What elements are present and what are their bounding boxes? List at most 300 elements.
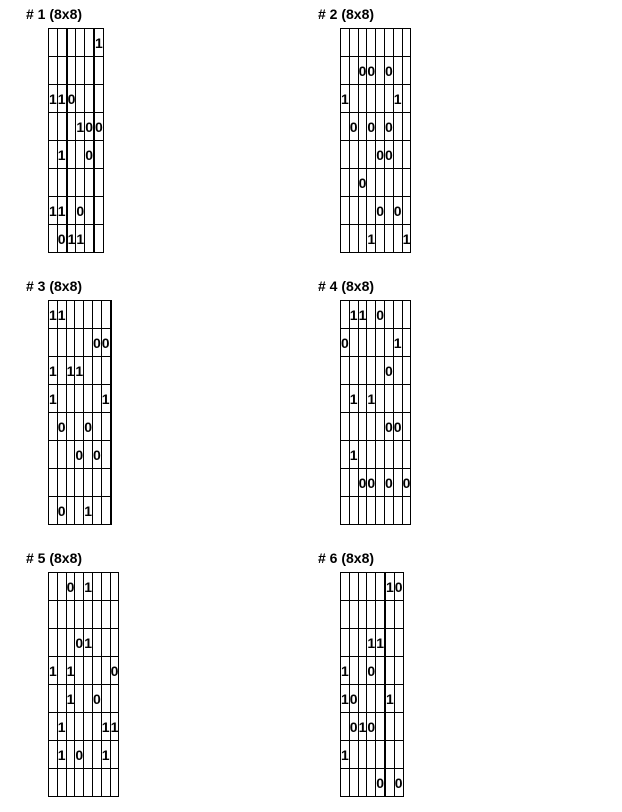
grid-cell [402,85,411,113]
grid-cell [349,413,358,441]
grid-row [341,329,411,357]
grid-cell: 1 [66,657,75,685]
grid-row [49,385,112,413]
grid-cell [57,329,66,357]
grid-cell [341,385,350,413]
grid-row [341,713,404,741]
grid-cell [101,629,110,657]
grid-cell [393,497,402,525]
grid-cell: 1 [367,385,376,413]
grid-cell [402,57,411,85]
grid-cell [49,413,58,441]
grid-cell [358,769,367,797]
grid-cell: 0 [57,497,66,525]
grid-cell [101,769,110,797]
grid-row [341,769,404,797]
grid-cell [394,629,403,657]
grid-cell [341,601,350,629]
grid-cell: 0 [393,413,402,441]
grid-row [49,601,119,629]
grid-cell: 0 [358,57,367,85]
grid-cell [349,769,358,797]
grid-cell: 1 [376,629,385,657]
grid-cell [67,57,76,85]
grid-cell: 1 [402,225,411,253]
grid-cell [393,113,402,141]
puzzle-grid [340,572,404,797]
grid-cell: 0 [384,113,393,141]
grid-cell: 0 [92,441,101,469]
grid-cell [85,197,94,225]
grid-cell [49,713,58,741]
grid-cell: 0 [349,685,358,713]
grid-cell [358,197,367,225]
grid-cell [349,469,358,497]
grid-row [341,413,411,441]
grid-cell: 0 [384,413,393,441]
puzzle-grid [48,300,112,525]
grid-cell [341,169,350,197]
grid-row [49,113,104,141]
grid-cell [110,741,119,769]
grid-row [341,57,411,85]
grid-row [49,225,104,253]
grid-cell [76,169,85,197]
grid-cell [341,769,350,797]
grid-cell [92,741,101,769]
grid-cell [75,301,84,329]
grid-cell [341,413,350,441]
grid-cell [402,141,411,169]
grid-row [49,657,119,685]
grid-cell [110,469,111,497]
grid-cell [101,469,110,497]
grid-cell [349,497,358,525]
grid-cell [110,685,119,713]
grid-cell [367,413,376,441]
grid-cell [110,441,111,469]
grid-cell [92,357,101,385]
grid-cell [385,657,394,685]
grid-cell [341,469,350,497]
grid-cell [49,113,58,141]
grid-cell [394,685,403,713]
grid-cell [84,657,93,685]
puzzle-grid [340,300,411,525]
grid-row [49,413,112,441]
grid-cell [101,497,110,525]
grid-cell [75,469,84,497]
grid-cell [75,329,84,357]
grid-cell [367,741,376,769]
grid-cell: 1 [101,385,110,413]
grid-cell [376,573,385,601]
grid-cell [349,657,358,685]
grid-cell [376,357,385,385]
grid-cell [49,497,58,525]
grid-cell [349,57,358,85]
grid-row [49,469,112,497]
grid-cell [66,385,75,413]
grid-cell [66,741,75,769]
grid-cell [341,573,350,601]
grid-cell [358,497,367,525]
puzzle-grid [340,28,411,253]
grid-cell [358,29,367,57]
grid-row [49,141,104,169]
grid-cell [84,713,93,741]
grid-cell [92,769,101,797]
grid-row [49,769,119,797]
grid-cell: 1 [101,713,110,741]
grid-cell [393,469,402,497]
grid-cell [376,113,385,141]
grid-cell [75,601,84,629]
grid-cell [76,29,85,57]
puzzle-title: # 6 (8x8) [318,550,375,566]
grid-row [49,29,104,57]
grid-row [49,573,119,601]
grid-cell: 1 [110,713,119,741]
grid-cell [49,141,58,169]
grid-row [341,385,411,413]
grid-cell: 1 [393,85,402,113]
grid-cell [66,713,75,741]
grid-cell [341,357,350,385]
grid-cell [101,301,110,329]
grid-cell [84,741,93,769]
grid-cell [358,685,367,713]
grid-cell [367,329,376,357]
grid-cell [57,657,66,685]
grid-cell [349,629,358,657]
grid-cell [349,573,358,601]
grid-cell [66,441,75,469]
grid-cell: 1 [341,657,350,685]
grid-cell [76,57,85,85]
grid-cell [75,685,84,713]
grid-cell: 1 [84,497,93,525]
grid-row [341,301,411,329]
grid-cell [341,497,350,525]
grid-cell [75,497,84,525]
grid-cell [384,169,393,197]
grid-cell: 0 [66,573,75,601]
grid-cell: 0 [394,769,403,797]
grid-cell [393,301,402,329]
grid-cell: 1 [349,441,358,469]
grid-cell [341,113,350,141]
grid-cell [376,225,385,253]
grid-cell: 1 [349,385,358,413]
grid-cell: 0 [376,141,385,169]
grid-cell: 1 [94,29,103,57]
puzzle-title: # 4 (8x8) [318,278,375,294]
grid-cell: 1 [66,357,75,385]
grid-cell: 1 [49,657,58,685]
grid-cell [67,29,76,57]
grid-cell [402,385,411,413]
grid-cell [92,301,101,329]
grid-cell [394,601,403,629]
grid-cell [349,29,358,57]
grid-cell [92,573,101,601]
grid-cell [49,573,58,601]
grid-cell [57,29,66,57]
grid-cell: 0 [75,441,84,469]
grid-cell [394,713,403,741]
grid-cell [67,141,76,169]
grid-row [341,113,411,141]
grid-cell [385,629,394,657]
grid-row [49,629,119,657]
grid-row [341,497,411,525]
grid-row [49,713,119,741]
grid-cell [376,657,385,685]
grid-cell [75,413,84,441]
grid-cell [358,141,367,169]
puzzle-grid [48,28,104,253]
grid-cell [66,469,75,497]
grid-cell: 0 [67,85,76,113]
grid-cell: 1 [341,85,350,113]
grid-cell: 0 [85,113,94,141]
grid-cell [367,169,376,197]
grid-cell: 0 [75,629,84,657]
grid-cell [94,57,103,85]
grid-cell [94,169,103,197]
grid-cell [367,301,376,329]
grid-cell [394,657,403,685]
grid-cell [110,301,111,329]
grid-cell: 1 [101,741,110,769]
grid-cell [402,413,411,441]
grid-row [49,441,112,469]
grid-cell: 0 [349,113,358,141]
grid-row [341,657,404,685]
grid-row [49,497,112,525]
grid-cell [367,357,376,385]
grid-cell: 1 [67,225,76,253]
grid-cell [358,441,367,469]
grid-cell [94,141,103,169]
grid-cell: 0 [75,741,84,769]
grid-cell [402,497,411,525]
grid-cell [110,413,111,441]
grid-cell: 1 [358,301,367,329]
grid-row [341,601,404,629]
grid-cell [367,141,376,169]
grid-cell [49,741,58,769]
grid-cell: 0 [393,197,402,225]
grid-cell [66,329,75,357]
grid-cell: 1 [49,197,58,225]
grid-cell [385,741,394,769]
grid-cell [84,357,93,385]
grid-cell [341,29,350,57]
grid-cell [376,713,385,741]
grid-cell [376,413,385,441]
grid-cell [376,169,385,197]
grid-cell [341,441,350,469]
grid-cell [92,601,101,629]
grid-cell [376,85,385,113]
grid-cell [367,685,376,713]
grid-row [49,57,104,85]
grid-cell [341,141,350,169]
grid-cell [384,29,393,57]
grid-cell: 1 [341,685,350,713]
grid-cell [341,57,350,85]
grid-cell [101,685,110,713]
grid-cell [349,601,358,629]
grid-cell [367,197,376,225]
grid-cell [84,685,93,713]
grid-cell: 0 [57,225,66,253]
grid-cell: 0 [367,713,376,741]
grid-cell [49,169,58,197]
grid-cell [402,169,411,197]
grid-cell [376,601,385,629]
grid-cell: 1 [393,329,402,357]
grid-row [341,169,411,197]
grid-cell: 1 [75,357,84,385]
grid-cell [110,573,119,601]
grid-cell: 0 [376,197,385,225]
grid-cell [49,469,58,497]
grid-row [49,357,112,385]
grid-row [49,85,104,113]
grid-cell [49,685,58,713]
grid-row [341,685,404,713]
grid-cell [57,629,66,657]
grid-cell [393,225,402,253]
grid-cell [385,601,394,629]
grid-cell: 0 [384,469,393,497]
grid-cell [358,225,367,253]
grid-cell [349,225,358,253]
grid-row [49,685,119,713]
grid-cell: 1 [57,741,66,769]
grid-cell [384,329,393,357]
grid-cell [57,113,66,141]
grid-row [341,29,411,57]
grid-cell [402,357,411,385]
grid-cell: 1 [84,629,93,657]
grid-cell [367,601,376,629]
grid-cell [402,301,411,329]
grid-cell [358,413,367,441]
grid-cell [94,197,103,225]
grid-cell [92,713,101,741]
grid-cell: 1 [57,301,66,329]
grid-cell [67,113,76,141]
grid-cell [75,657,84,685]
grid-row [341,197,411,225]
grid-cell [92,385,101,413]
grid-cell [402,29,411,57]
grid-cell [84,469,93,497]
grid-row [49,741,119,769]
grid-cell [57,601,66,629]
grid-cell [49,769,58,797]
grid-cell: 0 [341,329,350,357]
grid-cell [393,57,402,85]
grid-cell [376,385,385,413]
grid-cell [110,329,111,357]
grid-cell [358,113,367,141]
grid-cell [376,441,385,469]
grid-cell [358,329,367,357]
grid-cell [84,769,93,797]
grid-cell: 0 [92,329,101,357]
grid-cell: 1 [57,197,66,225]
grid-cell [94,225,103,253]
puzzle-title: # 2 (8x8) [318,6,375,22]
grid-cell [393,441,402,469]
grid-cell: 1 [57,85,66,113]
grid-cell [85,57,94,85]
grid-cell: 1 [49,85,58,113]
puzzle-title: # 5 (8x8) [26,550,83,566]
grid-cell: 0 [367,657,376,685]
grid-cell [66,629,75,657]
grid-cell: 0 [367,57,376,85]
grid-cell [49,441,58,469]
grid-cell [349,85,358,113]
grid-cell: 1 [49,301,58,329]
grid-cell [358,601,367,629]
grid-cell: 1 [66,685,75,713]
grid-cell [92,497,101,525]
grid-cell [57,385,66,413]
grid-cell [67,197,76,225]
grid-cell [66,497,75,525]
grid-cell: 1 [49,385,58,413]
grid-cell [384,85,393,113]
grid-cell [49,601,58,629]
grid-cell [367,497,376,525]
grid-cell [384,225,393,253]
grid-cell [57,769,66,797]
grid-cell [358,385,367,413]
grid-row [341,573,404,601]
grid-cell [341,713,350,741]
grid-cell [84,601,93,629]
grid-cell [393,29,402,57]
grid-cell [341,301,350,329]
grid-cell [101,357,110,385]
grid-cell [367,85,376,113]
grid-cell: 0 [349,713,358,741]
grid-cell [57,441,66,469]
grid-cell: 0 [94,113,103,141]
grid-cell [358,741,367,769]
grid-cell [402,329,411,357]
grid-row [341,741,404,769]
grid-cell [402,113,411,141]
grid-cell: 0 [57,413,66,441]
grid-cell [101,573,110,601]
grid-cell [49,225,58,253]
grid-cell: 0 [402,469,411,497]
grid-cell [94,85,103,113]
grid-cell [367,573,376,601]
grid-cell [376,741,385,769]
grid-cell [349,329,358,357]
grid-cell [101,657,110,685]
grid-cell [49,629,58,657]
